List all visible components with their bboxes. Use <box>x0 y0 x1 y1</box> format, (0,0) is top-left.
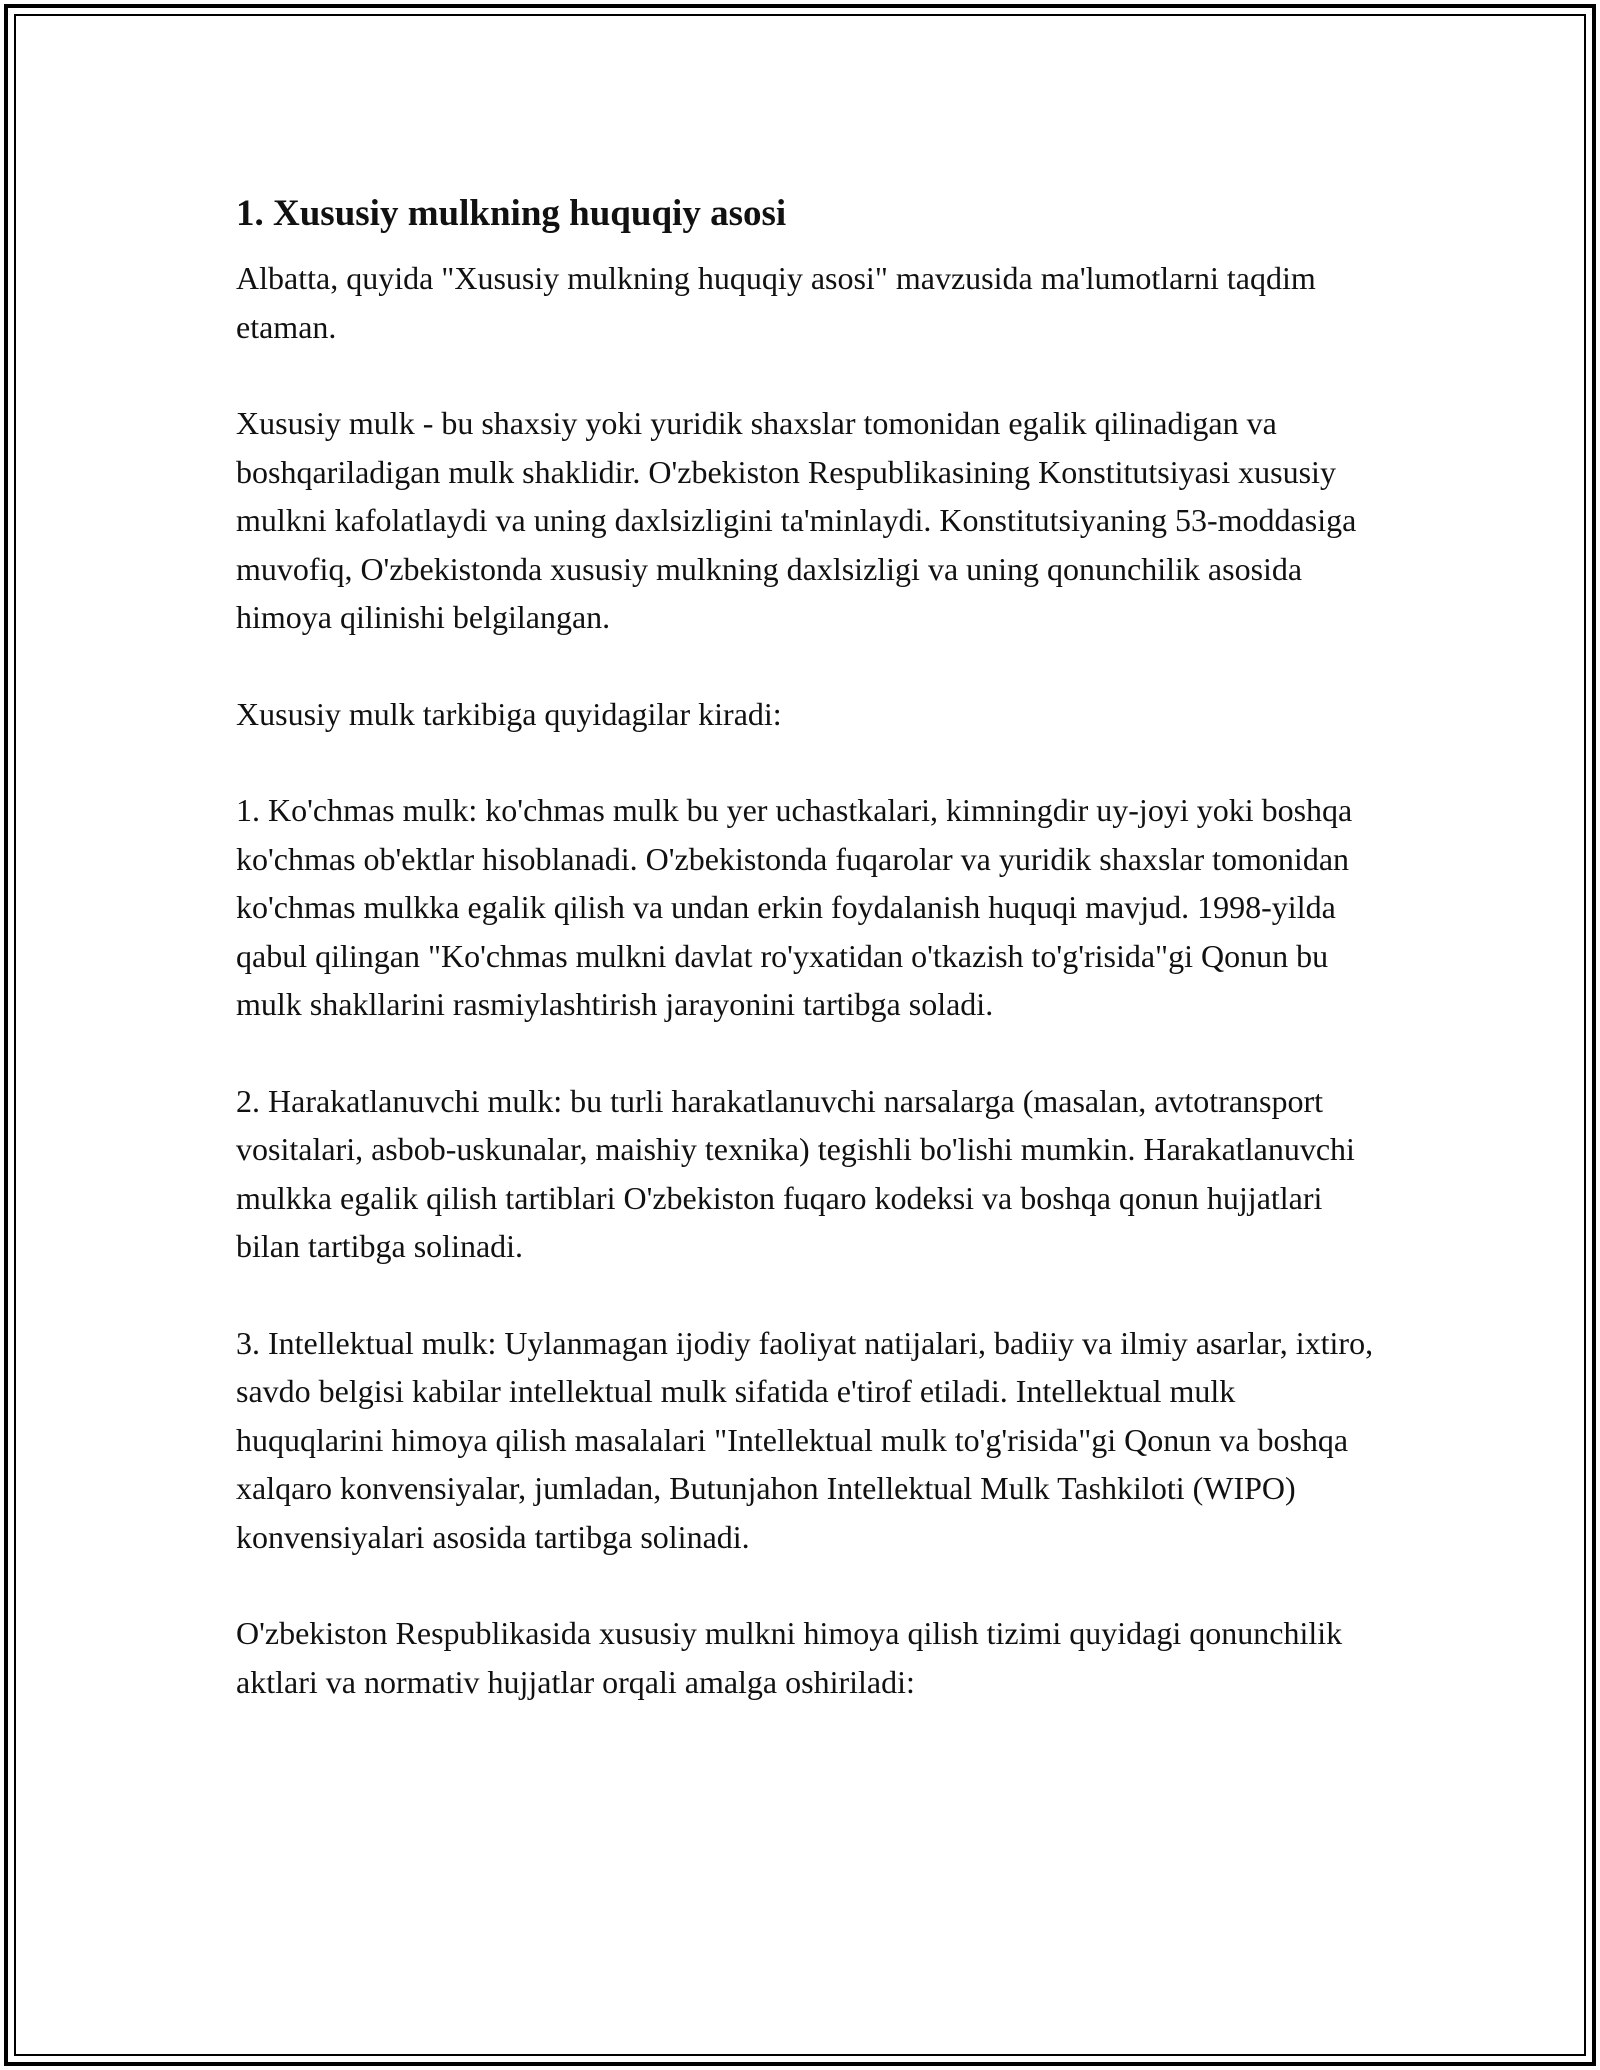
document-body <box>236 184 1386 1754</box>
intro-paragraph: Albatta, quyida "Xususiy mulkning huquqiy asosi" mavzusida ma'lumotlarni taqdim etaman. <box>236 260 1316 345</box>
section-heading: 1. Xususiy mulkning huquqiy asosi <box>236 193 787 234</box>
list-item-intellectual-property: 3. Intellektual mulk: Uylanmagan ijodiy faoliyat natijalari, badiiy va ilmiy asarlar, ixtiro, savdo belgisi kabilar intellektual mulk sifatida e'tirof etiladi. Intellektual mulk huquqlarini himoya qilish masalalari "Intellektual mulk to'g'risida"gi Qonun va boshqa xalqaro konvensiyalar, jumladan, Butunjahon Intellektual Mulk Tashkiloti (WIPO) konvensiyalari asosida tartibga solinadi. <box>236 1324 1374 1555</box>
protection-system-paragraph: O'zbekiston Respublikasida xususiy mulkni himoya qilish tizimi quyidagi qonunchilik aktlari va normativ hujjatlar orqali amalga oshiriladi: <box>236 1615 1343 1700</box>
definition-paragraph: Xususiy mulk - bu shaxsiy yoki yuridik shaxslar tomonidan egalik qilinadigan va boshqariladigan mulk shaklidir. O'zbekiston Respublikasining Konstitutsiyasi xususiy mulkni kafolatlaydi va uning daxlsizligini ta'minlaydi. Konstitutsiyaning 53-moddasiga muvofiq, O'zbekistonda xususiy mulkning daxlsizligi va uning qonunchilik asosida himoya qilinishi belgilangan. <box>236 405 1357 635</box>
composition-lead-paragraph: Xususiy mulk tarkibiga quyidagilar kiradi: <box>236 695 782 732</box>
list-item-real-estate: 1. Ko'chmas mulk: ko'chmas mulk bu yer uchastkalari, kimningdir uy-joyi yoki boshqa ko'chmas ob'ektlar hisoblanadi. O'zbekistonda fuqarolar va yuridik shaxslar tomonidan ko'chmas mulkka egalik qilish va undan erkin foydalanish huquqi mavjud. 1998-yilda qabul qilingan "Ko'chmas mulkni davlat ro'yxatidan o'tkazish to'g'risida"gi Qonun bu mulk shakllarini rasmiylashtirish jarayonini tartibga soladi. <box>236 792 1353 1022</box>
list-item-movable-property: 2. Harakatlanuvchi mulk: bu turli harakatlanuvchi narsalarga (masalan, avtotransport vositalari, asbob-uskunalar, maishiy texnika) tegishli bo'lishi mumkin. Harakatlanuvchi mulkka egalik qilish tartiblari O'zbekiston fuqaro kodeksi va boshqa qonun hujjatlari bilan tartibga solinadi. <box>236 1082 1355 1264</box>
